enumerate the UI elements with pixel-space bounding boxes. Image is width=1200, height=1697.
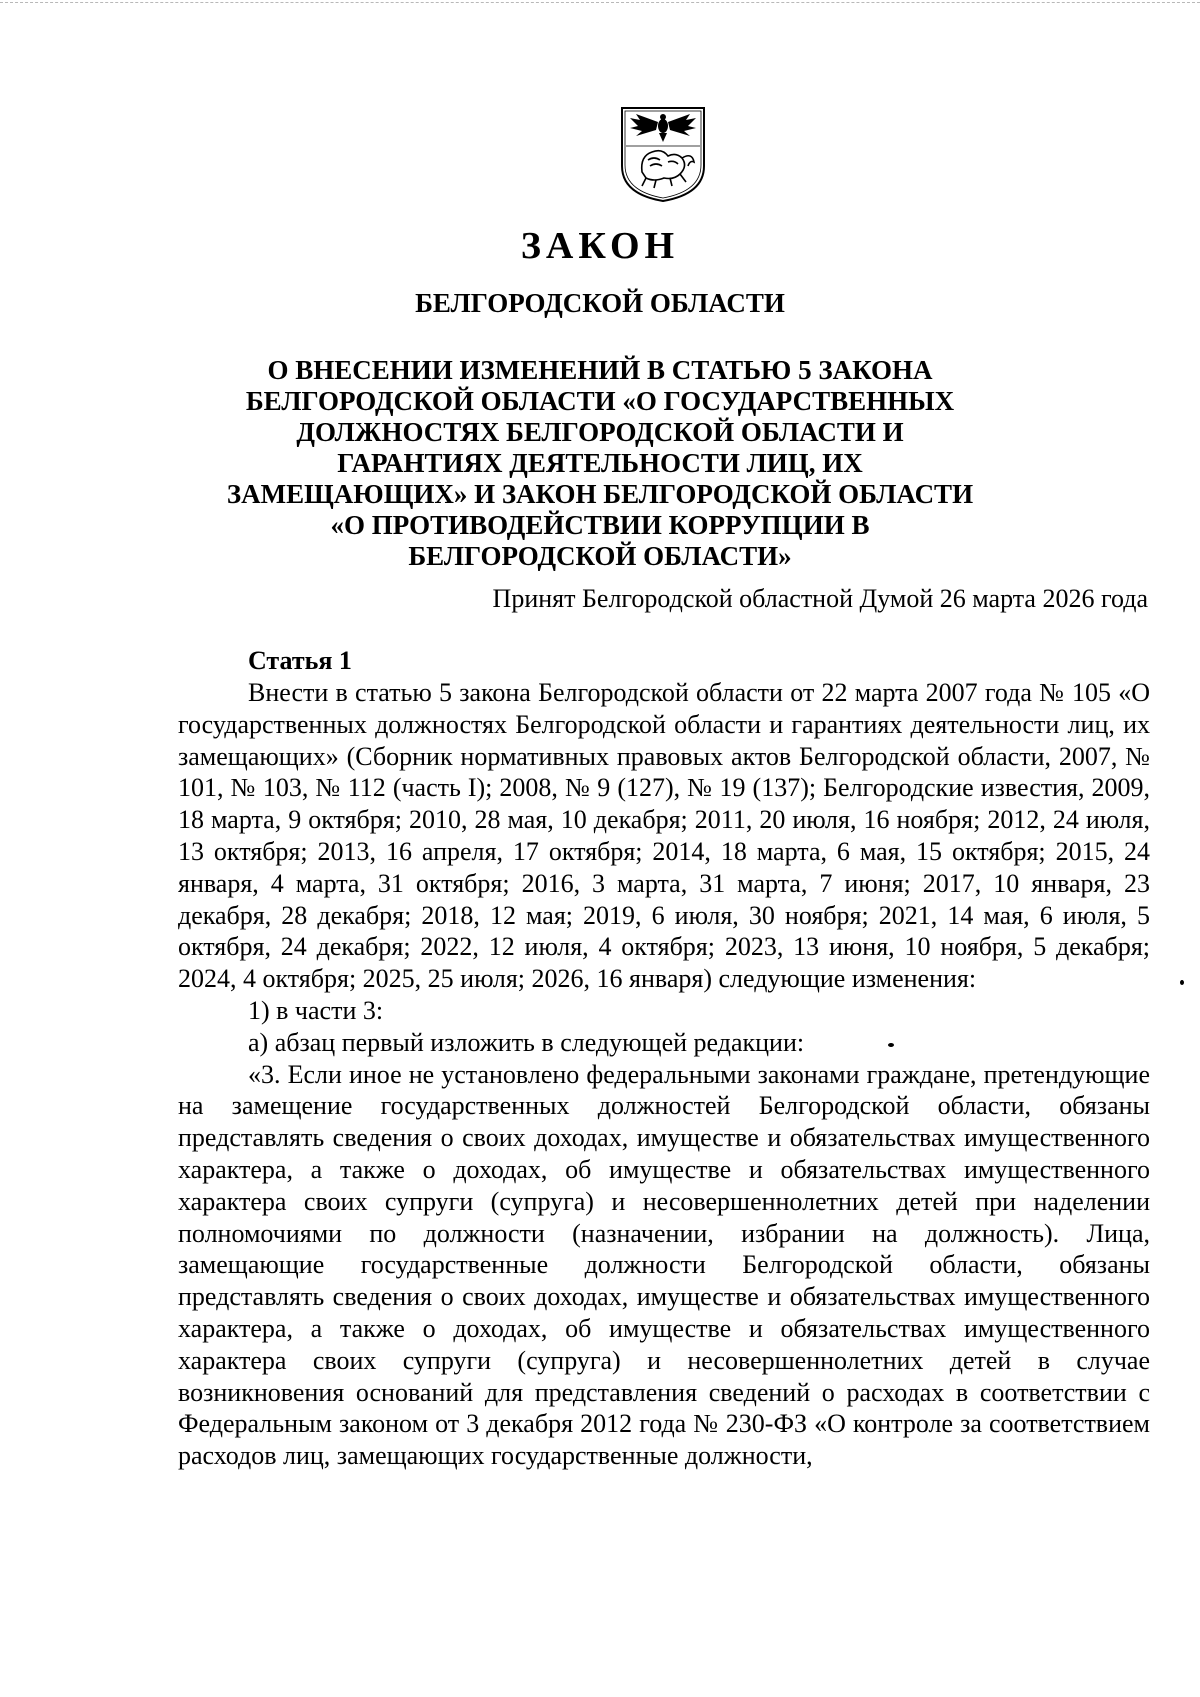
law-heading	[0, 355, 1200, 572]
document-subtitle: БЕЛГОРОДСКОЙ ОБЛАСТИ	[415, 288, 785, 318]
scan-speck	[888, 1043, 894, 1047]
paragraph-new-wording: «3. Если иное не установлено федеральными законами граждане, претендующие на замещение государственных должностей Белгородской области, обязаны представлять сведения о своих доходах, имуществе и обязательствах имущественного характера, а также о доходах, об имуществе и обязательствах имущественного характера своих супруги (супруга) и несовершеннолетних детей при наделении полномочиями по должности (назначении, избрании на должность). Лица, замещающие государственные должности Белгородской области, обязаны представлять сведения о своих доходах, имуществе и обязательствах имущественного характера, а также о доходах, об имуществе и обязательствах имущественного характера своих супруги (супруга) и несовершеннолетних детей в случае возникновения оснований для представления сведений о расходах в соответствии с Федеральным законом от 3 декабря 2012 года № 230-ФЗ «О контроле за соответствием расходов лиц, замещающих государственные должности,	[178, 1059, 1150, 1471]
coat-of-arms-emblem	[616, 104, 710, 204]
paragraph-amendment-intro: Внести в статью 5 закона Белгородской области от 22 марта 2007 года № 105 «О государственных должностях Белгородской области и гарантиях деятельности лиц, их замещающих» (Сборник нормативных правовых актов Белгородской области, 2007, № 101, № 103, № 112 (часть I); 2008, № 9 (127), № 19 (137); Белгородские известия, 2009, 18 марта, 9 октября; 2010, 28 мая, 10 декабря; 2011, 20 июля, 16 ноября; 2012, 24 июля, 13 октября; 2013, 16 апреля, 17 октября; 2014, 18 марта, 6 мая, 15 октября; 2015, 24 января, 4 марта, 31 октября; 2016, 3 марта, 31 марта, 7 июня; 2017, 10 января, 23 декабря, 28 декабря; 2018, 12 мая; 2019, 6 июля, 30 ноября; 2021, 14 мая, 6 июля, 5 октября, 24 декабря; 2022, 12 июля, 4 октября; 2023, 13 июня, 10 ноября, 5 декабря; 2024, 4 октября; 2025, 25 июля; 2026, 16 января) следующие изменения:	[178, 678, 1150, 994]
scan-artifact-line	[0, 2, 1200, 3]
paragraph-subitem-a: а) абзац первый изложить в следующей редакции:	[248, 1027, 805, 1057]
article-title: Статья 1	[248, 646, 352, 675]
document-title: ЗАКОН	[520, 225, 680, 267]
article-body	[178, 677, 1150, 1472]
law-heading-text: О ВНЕСЕНИИ ИЗМЕНЕНИЙ В СТАТЬЮ 5 ЗАКОНА БЕЛГОРОДСКОЙ ОБЛАСТИ «О ГОСУДАРСТВЕННЫХ ДОЛЖНОСТЯХ БЕЛГОРОДСКОЙ ОБЛАСТИ И ГАРАНТИЯХ ДЕЯТЕЛЬНОСТИ ЛИЦ, ИХ ЗАМЕЩАЮЩИХ» И ЗАКОН БЕЛГОРОДСКОЙ ОБЛАСТИ «О ПРОТИВОДЕЙСТВИИ КОРРУПЦИИ В БЕЛГОРОДСКОЙ ОБЛАСТИ»	[226, 355, 974, 571]
paragraph-item-1: 1) в части 3:	[248, 995, 384, 1025]
scan-speck	[1180, 980, 1184, 985]
adoption-line: Принят Белгородской областной Думой 26 марта 2026 года	[492, 584, 1148, 613]
